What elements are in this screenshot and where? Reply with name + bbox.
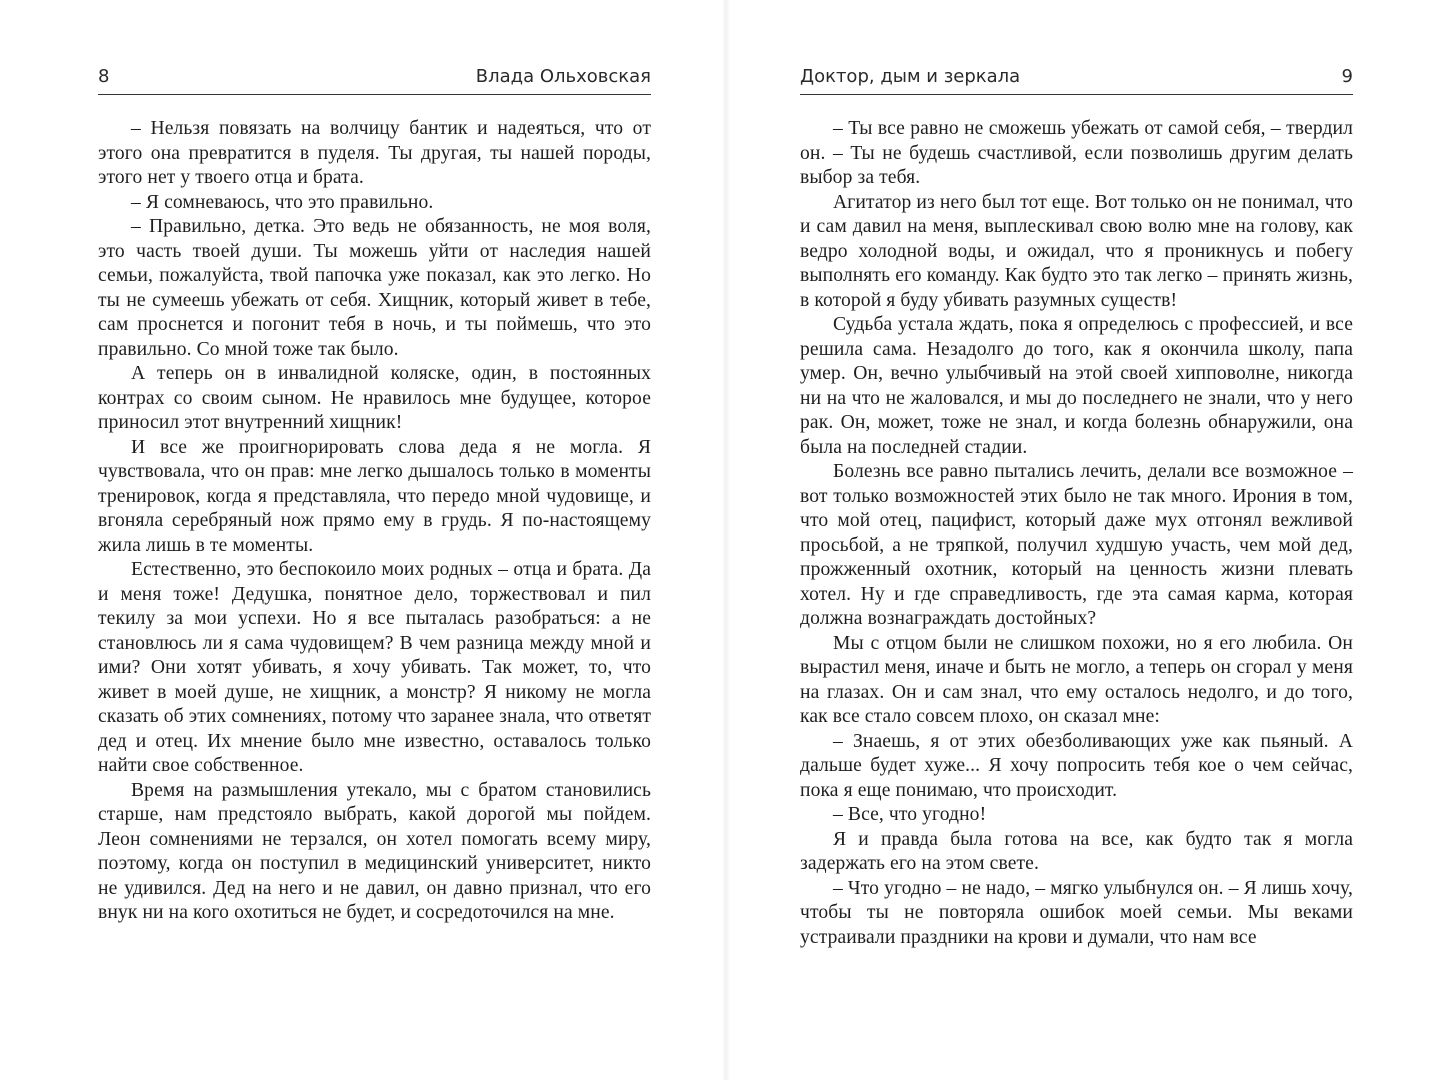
left-header-rule [98,94,651,95]
right-running-head: Доктор, дым и зеркала [800,66,1021,87]
paragraph: Мы с отцом были не слишком похожи, но я его любила. Он вырастил меня, иначе и быть не могло, а теперь он сгорал у меня на глазах. Он и сам знал, что ему осталось недолго, и до того, как все стало совсем плохо, он сказал мне: [800,632,1353,727]
paragraph: Время на размышления утекало, мы с братом становились старше, нам предстояло выбрать, какой дорогой мы пойдем. Леон сомнениями не терзался, он хотел помогать всему миру, поэтому, когда он поступил в медицинский университет, никто не удивился. Дед на него и не давил, он давно признал, что его внук ни на кого охотиться не будет, и сосредоточился на мне. [98,779,651,923]
right-page [726,0,1452,1080]
paragraph: Болезнь все равно пытались лечить, делали все возможное – вот только возможностей этих было не так много. Ирония в том, что мой отец, пацифист, который даже мух отгонял вежливой просьбой, а не тряпкой, получил худшую участь, чем мой дед, прожженный охотник, который на ценность жизни плевать хотел. Ну и где справедливость, где эта самая карма, которая должна вознаграждать достойных? [800,461,1353,629]
paragraph: – Правильно, детка. Это ведь не обязанность, не моя воля, это часть твоей души. Ты можешь уйти от наследия нашей семьи, пожалуйста, твой папочка уже показал, как это легко. Но ты не сумеешь убежать от себя. Хищник, который живет в тебе, сам проснется и погонит тебя в ночь, и ты поймешь, что это правильно. Со мной тоже так было. [98,216,651,360]
right-page-text [800,117,1353,950]
paragraph: – Ты все равно не сможешь убежать от самой себя, – твердил он. – Ты не будешь счастливой, если позволишь другим делать выбор за тебя. [800,118,1353,188]
paragraph: – Я сомневаюсь, что это правильно. [131,191,434,213]
paragraph: Судьба устала ждать, пока я определюсь с профессией, и все решила сама. Незадолго до того, как я окончила школу, папа умер. Он, вечно улыбчивый на этой своей хипповолне, никогда ни на что не жаловался, и мы до последнего не знали, что у него рак. Он, может, тоже не знал, и когда болезнь обнаружили, она была на последней стадии. [800,314,1353,458]
paragraph: – Нельзя повязать на волчицу бантик и надеяться, что от этого она превратится в пуделя. Ты другая, ты нашей породы, этого нет у твоего отца и брата. [98,118,651,188]
paragraph: Естественно, это беспокоило моих родных – отца и брата. Да и меня тоже! Дедушка, понятное дело, торжествовал и пил текилу за мои успехи. Но я все пыталась разобраться: а не становлюсь ли я сама чудовищем? В чем разница между мной и ими? Они хотят убивать, я хочу убивать. Так может, то, что живет в моей душе, не хищник, а монстр? Я никому не могла сказать об этих сомнениях, потому что заранее знала, что ответят дед и отец. Их мнение было мне известно, оставалось только найти свое собственное. [98,559,651,776]
paragraph: Я и правда была готова на все, как будто так я могла задержать его на этом свете. [800,828,1353,874]
paragraph: Агитатор из него был тот еще. Вот только он не понимал, что и сам давил на меня, выплескивал свою волю мне на голову, как ведро холодной воды, и ожидал, что я проникнусь и побегу выполнять его команду. Как будто это так легко – принять жизнь, в которой я буду убивать разумных существ! [800,191,1353,311]
right-page-header [800,66,1353,94]
left-page-header [98,66,651,94]
left-page-text [98,117,651,926]
left-page-number: 8 [98,66,110,87]
paragraph: – Знаешь, я от этих обезболивающих уже как пьяный. А дальше будет хуже... Я хочу попросить тебя кое о чем сейчас, пока я еще понимаю, что происходит. [800,730,1353,801]
right-page-number: 9 [1341,66,1353,87]
paragraph: – Что угодно – не надо, – мягко улыбнулся он. – Я лишь хочу, чтобы ты не повторяла ошибок моей семьи. Мы веками устраивали праздники на крови и думали, что нам все [800,877,1353,948]
paragraph: А теперь он в инвалидной коляске, один, в постоянных контрах со своим сыном. Не нравилось мне будущее, которое приносил этот внутренний хищник! [98,363,651,433]
left-running-head: Влада Ольховская [475,66,651,87]
paragraph: И все же проигнорировать слова деда я не могла. Я чувствовала, что он прав: мне легко дышалось только в моменты тренировок, когда я представляла, что передо мной чудовище, и вгоняла серебряный нож прямо ему в грудь. Я по-настоящему жила лишь в те моменты. [98,436,651,556]
paragraph: – Все, что угодно! [833,804,987,825]
right-header-rule [800,94,1353,95]
